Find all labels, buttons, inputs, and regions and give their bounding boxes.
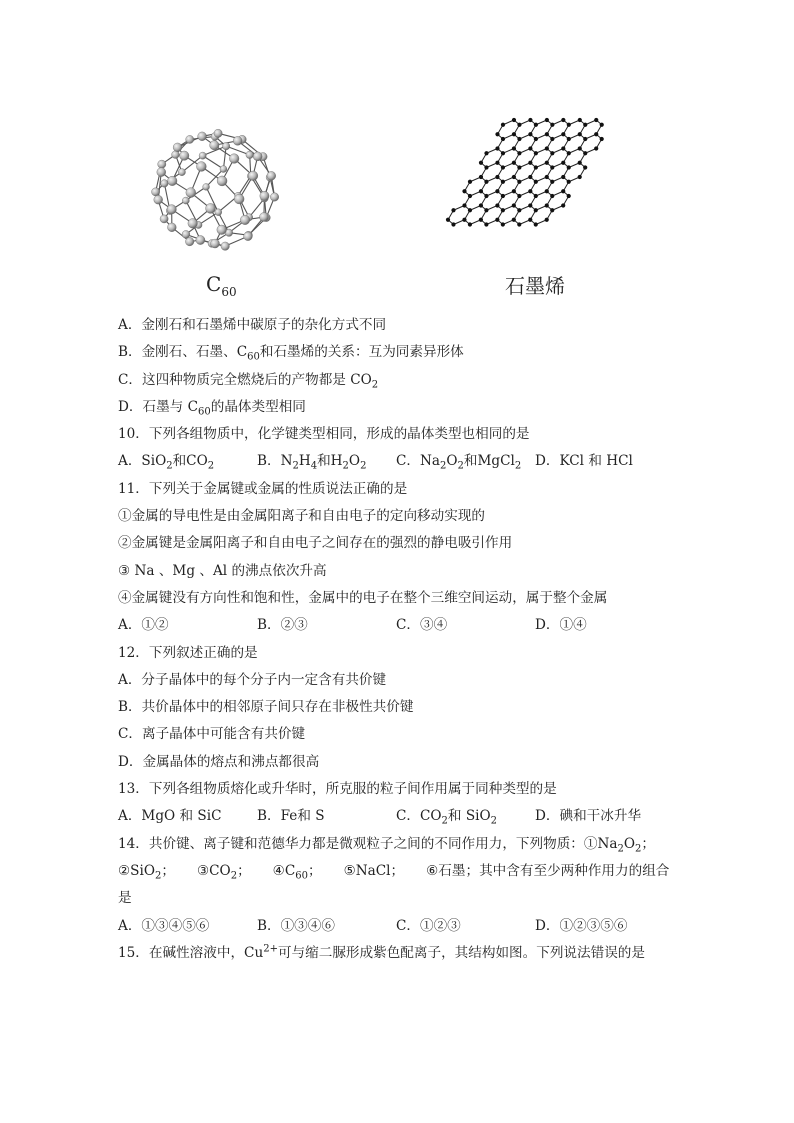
graphene-atom <box>484 222 488 226</box>
q11-statement-1: ①金属的导电性是由金属阳离子和自由电子的定向移动实现的 <box>118 508 486 525</box>
graphene-atom <box>534 151 538 155</box>
graphene-atom <box>583 165 587 169</box>
q11-statement-4: ④金属键没有方向性和饱和性，金属中的电子在整个三维空间运动，属于整个金属 <box>118 589 608 606</box>
graphene-atom <box>528 118 532 122</box>
graphene-caption: 石墨烯 <box>505 274 565 298</box>
q10-option-c: C．$Na_2O_2$和MgCl$_2$ <box>396 453 522 473</box>
graphene-atom <box>545 203 549 207</box>
q13-option-b: B．Fe和 S <box>257 808 325 825</box>
graphene-atom <box>550 208 554 212</box>
graphene-atom <box>501 151 505 155</box>
graphene-atom <box>484 180 488 184</box>
c60-atom <box>220 166 227 173</box>
graphene-atom <box>479 175 483 179</box>
q14-option-d: D．①②③⑤⑥ <box>535 917 628 934</box>
c60-atom <box>253 152 262 161</box>
c60-atom <box>206 203 216 213</box>
c60-atom <box>211 239 220 248</box>
graphene-atom <box>528 218 532 222</box>
q14-stem-line-1: 14．共价键、离子键和范德华力都是微观粒子之间的不同作用力，下列物质：$①Na_2O_2$； <box>118 835 655 855</box>
c60-atom <box>259 213 268 222</box>
graphene-atom <box>545 161 549 165</box>
c60-atom <box>217 225 227 235</box>
c60-atom <box>178 169 185 176</box>
graphene-atom <box>484 151 488 155</box>
q12-option-b: B．共价晶体中的相邻原子间只存在非极性共价键 <box>118 699 414 716</box>
c60-atom <box>244 232 253 241</box>
graphene-atom <box>501 208 505 212</box>
graphene-atom <box>528 161 532 165</box>
q9-option-b: B．金刚石、石墨、$C_{60}$和石墨烯的关系：互为同素异形体 <box>118 344 464 364</box>
graphene-atom <box>512 218 516 222</box>
graphene-atom <box>567 151 571 155</box>
c60-atom <box>240 215 250 225</box>
graphene-lattice-figure <box>436 112 636 252</box>
graphene-atom <box>561 189 565 193</box>
graphene-atom <box>528 146 532 150</box>
c60-atom <box>185 237 193 245</box>
graphene-atom <box>583 137 587 141</box>
graphene-atom <box>495 146 499 150</box>
q10-option-a: A．SiO$_2$和$CO_2$ <box>118 453 215 473</box>
q11-option-b: B．②③ <box>257 617 308 634</box>
graphene-atom <box>484 194 488 198</box>
c60-atom <box>214 129 222 137</box>
graphene-atom <box>495 132 499 136</box>
q12-stem: 12．下列叙述正确的是 <box>118 644 258 661</box>
q13-options <box>118 803 678 830</box>
graphene-atom <box>479 161 483 165</box>
graphene-atom <box>561 146 565 150</box>
q14-option-b: B．①③④⑥ <box>257 917 335 934</box>
c60-atom <box>246 151 254 159</box>
c60-atom <box>152 188 160 196</box>
q11-option-c: C．③④ <box>396 617 448 634</box>
q14-option-a: A．①③④⑤⑥ <box>118 917 210 934</box>
graphene-atom <box>484 208 488 212</box>
q11-options <box>118 612 678 639</box>
c60-atom <box>267 171 276 180</box>
c60-atom <box>172 151 180 159</box>
q14-stem-line-3: 是 <box>118 890 132 907</box>
graphene-atom <box>512 161 516 165</box>
q11-option-a: A．①② <box>118 617 169 634</box>
graphene-atom <box>512 118 516 122</box>
graphene-atom <box>512 175 516 179</box>
graphene-atom <box>517 123 521 127</box>
graphene-atom <box>468 194 472 198</box>
graphene-atom <box>501 137 505 141</box>
c60-atom <box>196 162 206 172</box>
graphene-atom <box>550 165 554 169</box>
graphene-atom <box>578 118 582 122</box>
graphene-atom <box>517 165 521 169</box>
graphene-atom <box>479 218 483 222</box>
graphene-atom <box>495 203 499 207</box>
graphene-atom <box>451 222 455 226</box>
q13-stem: 13．下列各组物质熔化或升华时，所克服的粒子间作用属于同种类型的是 <box>118 781 557 798</box>
q13-option-c: C．$CO_2$和 SiO$_2$ <box>396 808 498 828</box>
graphene-atom <box>517 151 521 155</box>
c60-atom <box>248 171 258 181</box>
c60-atom <box>154 195 163 204</box>
graphene-atom <box>501 123 505 127</box>
graphene-atom <box>578 175 582 179</box>
graphene-atom <box>528 175 532 179</box>
c60-atom <box>260 191 269 200</box>
graphene-atom <box>512 189 516 193</box>
c60-atom <box>229 154 239 164</box>
graphene-atom <box>512 146 516 150</box>
c60-atom <box>182 230 190 238</box>
graphene-atom <box>462 218 466 222</box>
c60-atom <box>186 188 196 198</box>
c60-atom <box>157 168 166 177</box>
c60-atom <box>180 151 189 160</box>
graphene-atom <box>479 189 483 193</box>
graphene-atom <box>578 132 582 136</box>
c60-atom <box>233 136 242 145</box>
c60-atom <box>210 141 219 150</box>
graphene-atom <box>462 203 466 207</box>
q9-option-c: C．这四种物质完全燃烧后的产物都是 $CO_2$ <box>118 371 379 391</box>
c60-atom <box>199 152 206 159</box>
graphene-atom <box>567 137 571 141</box>
graphene-atom <box>550 137 554 141</box>
q14-options <box>118 913 678 940</box>
q11-stem: 11．下列关于金属键或金属的性质说法正确的是 <box>118 480 408 497</box>
graphene-atom <box>534 180 538 184</box>
c60-atom <box>160 215 168 223</box>
q12-option-d: D．金属晶体的熔点和沸点都很高 <box>118 753 320 770</box>
graphene-atom <box>561 161 565 165</box>
graphene-atom <box>545 189 549 193</box>
c60-atom <box>215 209 222 216</box>
graphene-atom <box>517 208 521 212</box>
graphene-atom <box>446 218 450 222</box>
graphene-atom <box>545 146 549 150</box>
c60-atom <box>158 160 166 168</box>
graphene-atom <box>501 180 505 184</box>
graphene-atom <box>594 118 598 122</box>
q9-option-d: D．石墨与 $C_{60}$的晶体类型相同 <box>118 398 306 418</box>
c60-atom <box>222 142 229 149</box>
graphene-atom <box>468 222 472 226</box>
c60-atom <box>234 194 244 204</box>
q10-option-b: B．$N_2H_4$和$H_2O_2$ <box>257 453 367 473</box>
c60-molecule-figure <box>140 120 290 260</box>
graphene-atom <box>517 137 521 141</box>
graphene-atom <box>468 208 472 212</box>
graphene-atom <box>528 203 532 207</box>
c60-atom <box>203 183 210 190</box>
graphene-atom <box>534 222 538 226</box>
graphene-atom <box>550 123 554 127</box>
graphene-atom <box>545 175 549 179</box>
graphene-atom <box>484 165 488 169</box>
c60-atom <box>270 193 278 201</box>
c60-atom <box>217 176 227 186</box>
c60-atom <box>221 242 229 250</box>
graphene-atom <box>479 203 483 207</box>
c60-atom <box>167 223 176 232</box>
graphene-atom <box>451 208 455 212</box>
c60-atom <box>182 197 189 204</box>
c60-atom <box>173 143 182 152</box>
graphene-atom <box>495 175 499 179</box>
graphene-atom <box>567 194 571 198</box>
question-content <box>118 312 678 967</box>
graphene-atom <box>501 194 505 198</box>
graphene-atom <box>517 194 521 198</box>
graphene-atom <box>578 146 582 150</box>
graphene-atom <box>495 189 499 193</box>
c60-caption: $C_{60}$ <box>206 272 237 299</box>
graphene-atom <box>567 165 571 169</box>
graphene-atom <box>567 123 571 127</box>
graphene-atom <box>600 137 604 141</box>
q13-option-d: D．碘和干冰升华 <box>535 808 642 825</box>
q15-stem: 15．在碱性溶液中，$Cu^{2+}$可与缩二脲形成紫色配离子，其结构如图。下列说法错误的是 <box>118 943 645 961</box>
q9-option-a: A．金刚石和石墨烯中碳原子的杂化方式不同 <box>118 317 387 333</box>
graphene-atom <box>550 151 554 155</box>
q10-option-d: D．KCl 和 HCl <box>535 453 633 470</box>
q11-statement-3: ③ Na 、Mg 、Al 的沸点依次升高 <box>118 562 327 579</box>
q10-options <box>118 448 678 475</box>
graphene-atom <box>561 132 565 136</box>
graphene-atom <box>528 132 532 136</box>
graphene-atom <box>534 123 538 127</box>
graphene-atom <box>517 180 521 184</box>
c60-atom <box>161 180 169 188</box>
graphene-atom <box>545 132 549 136</box>
graphene-atom <box>561 118 565 122</box>
graphene-atom <box>594 132 598 136</box>
graphene-atom <box>534 194 538 198</box>
graphene-atom <box>512 203 516 207</box>
q12-option-c: C．离子晶体中可能含有共价键 <box>118 726 306 743</box>
q13-option-a: A．MgO 和 SiC <box>118 808 222 825</box>
graphene-atom <box>550 194 554 198</box>
graphene-atom <box>468 180 472 184</box>
c60-atom <box>188 219 198 229</box>
graphene-atom <box>517 222 521 226</box>
c60-atom <box>196 236 205 245</box>
graphene-atom <box>501 222 505 226</box>
q14-stem-line-2: ②SiO$_2$； $③CO_2$； $④C_{60}$； ⑤NaCl； ⑥石墨；其中含有至少两种作用力的组合 <box>118 862 670 882</box>
graphene-atom <box>534 137 538 141</box>
q11-option-d: D．①④ <box>535 617 587 634</box>
graphene-atom <box>561 203 565 207</box>
q14-option-c: C．①②③ <box>396 917 461 934</box>
q10-stem: 10．下列各组物质中，化学键类型相同，形成的晶体类型也相同的是 <box>118 426 530 443</box>
q11-statement-2: ②金属键是金属阳离子和自由电子之间存在的强烈的静电吸引作用 <box>118 535 513 552</box>
graphene-atom <box>545 118 549 122</box>
graphene-atom <box>512 132 516 136</box>
graphene-atom <box>462 189 466 193</box>
graphene-atom <box>550 180 554 184</box>
graphene-atom <box>567 180 571 184</box>
graphene-atom <box>583 151 587 155</box>
graphene-atom <box>545 218 549 222</box>
graphene-atom <box>501 165 505 169</box>
c60-atom <box>186 135 194 143</box>
graphene-atom <box>578 161 582 165</box>
graphene-atom <box>594 146 598 150</box>
graphene-atom <box>534 208 538 212</box>
graphene-atom <box>600 123 604 127</box>
graphene-atom <box>495 218 499 222</box>
q12-option-a: A．分子晶体中的每个分子内一定含有共价键 <box>118 671 387 688</box>
graphene-atom <box>583 123 587 127</box>
c60-atom <box>167 205 176 214</box>
graphene-atom <box>495 161 499 165</box>
c60-atom <box>168 176 177 185</box>
graphene-atom <box>528 189 532 193</box>
c60-atom <box>198 132 207 141</box>
graphene-atom <box>534 165 538 169</box>
graphene-atom <box>561 175 565 179</box>
